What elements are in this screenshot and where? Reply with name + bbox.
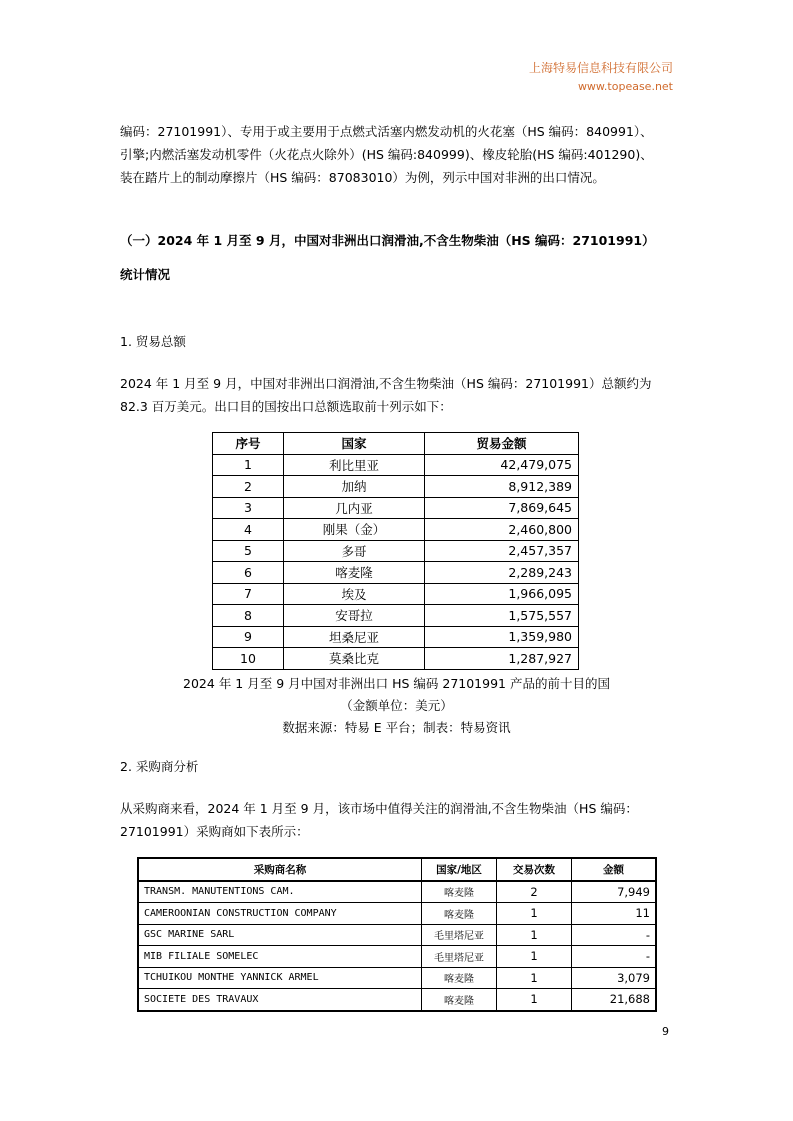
cell-region: 喀麦隆: [422, 881, 497, 903]
cell-amount: 7,949: [572, 881, 657, 903]
buyers-table: [137, 857, 657, 1012]
cell-index: 9: [213, 626, 284, 648]
cell-index: 8: [213, 605, 284, 627]
cell-index: 1: [213, 454, 284, 476]
sub1-para-line-2: 82.3 百万美元。出口目的国按出口总额选取前十列示如下：: [120, 399, 452, 414]
sub2-heading: 2. 采购商分析: [120, 759, 199, 774]
cell-region: 毛里塔尼亚: [422, 946, 497, 968]
cell-country: 埃及: [284, 583, 425, 605]
table-source-note: 数据来源：特易 E 平台；制表：特易资讯: [282, 720, 511, 735]
cell-amount: 11: [572, 903, 657, 925]
col-header-amount: 金额: [572, 858, 657, 881]
cell-index: 2: [213, 476, 284, 498]
table-unit-note: （金额单位：美元）: [340, 698, 453, 713]
table-row: [213, 648, 579, 670]
cell-amount: 1,359,980: [425, 626, 579, 648]
sub1-para-line-1: 2024 年 1 月至 9 月，中国对非洲出口润滑油,不含生物柴油（HS 编码：27101991）总额约为: [120, 376, 652, 391]
cell-index: 5: [213, 540, 284, 562]
cell-buyer: SOCIETE DES TRAVAUX: [138, 989, 422, 1011]
cell-amount: -: [572, 946, 657, 968]
cell-country: 利比里亚: [284, 454, 425, 476]
cell-index: 10: [213, 648, 284, 670]
sub2-para-line-1: 从采购商来看，2024 年 1 月至 9 月，该市场中值得关注的润滑油,不含生物柴油（HS 编码：: [120, 801, 638, 816]
table-header-row: [213, 433, 579, 455]
top10-table: [212, 432, 579, 670]
cell-index: 6: [213, 562, 284, 584]
section-title: （一）2024 年 1 月至 9 月，中国对非洲出口润滑油,不含生物柴油（HS 编码：27101991）: [120, 233, 655, 248]
header-company: 上海特易信息科技有限公司: [528, 61, 673, 75]
cell-buyer: GSC MARINE SARL: [138, 924, 422, 946]
cell-amount: 1,966,095: [425, 583, 579, 605]
cell-amount: 2,460,800: [425, 519, 579, 541]
table-row: [213, 540, 579, 562]
col-header-buyer: 采购商名称: [138, 858, 422, 881]
cell-buyer: CAMEROONIAN CONSTRUCTION COMPANY: [138, 903, 422, 925]
cell-count: 1: [497, 946, 572, 968]
cell-country: 刚果（金）: [284, 519, 425, 541]
table-row: [213, 583, 579, 605]
table-row: [138, 903, 656, 925]
col-header-count: 交易次数: [497, 858, 572, 881]
table-row: [138, 967, 656, 989]
cell-count: 1: [497, 989, 572, 1011]
cell-index: 3: [213, 497, 284, 519]
cell-count: 1: [497, 924, 572, 946]
cell-count: 1: [497, 967, 572, 989]
cell-amount: 3,079: [572, 967, 657, 989]
table-row: [213, 454, 579, 476]
cell-count: 1: [497, 903, 572, 925]
cell-amount: 8,912,389: [425, 476, 579, 498]
intro-line-1: 编码：27101991）、专用于或主要用于点燃式活塞内燃发动机的火花塞（HS 编码：840991）、: [120, 124, 653, 139]
cell-buyer: MIB FILIALE SOMELEC: [138, 946, 422, 968]
intro-line-3: 装在踏片上的制动摩擦片（HS 编码：87083010）为例，列示中国对非洲的出口情况。: [120, 170, 605, 185]
header-url[interactable]: www.topease.net: [577, 80, 673, 93]
table-row: [138, 881, 656, 903]
table-row: [138, 946, 656, 968]
col-header-country: 国家: [284, 433, 425, 455]
cell-buyer: TRANSM. MANUTENTIONS CAM.: [138, 881, 422, 903]
cell-region: 毛里塔尼亚: [422, 924, 497, 946]
table-row: [138, 924, 656, 946]
col-header-region: 国家/地区: [422, 858, 497, 881]
cell-country: 坦桑尼亚: [284, 626, 425, 648]
col-header-index: 序号: [213, 433, 284, 455]
cell-country: 莫桑比克: [284, 648, 425, 670]
cell-country: 安哥拉: [284, 605, 425, 627]
table-row: [213, 519, 579, 541]
table-header-row: [138, 858, 656, 881]
sub1-heading: 1. 贸易总额: [120, 334, 186, 349]
table-row: [213, 497, 579, 519]
intro-line-2: 引擎;内燃活塞发动机零件（火花点火除外）(HS 编码:840999)、橡皮轮胎(HS 编码:401290)、: [120, 147, 653, 162]
table-row: [213, 562, 579, 584]
table-row: [213, 626, 579, 648]
cell-country: 加纳: [284, 476, 425, 498]
cell-count: 2: [497, 881, 572, 903]
cell-country: 几内亚: [284, 497, 425, 519]
cell-region: 喀麦隆: [422, 989, 497, 1011]
cell-amount: 7,869,645: [425, 497, 579, 519]
section-title-cont: 统计情况: [120, 267, 171, 282]
cell-amount: 1,575,557: [425, 605, 579, 627]
cell-amount: 2,289,243: [425, 562, 579, 584]
cell-index: 4: [213, 519, 284, 541]
cell-amount: 2,457,357: [425, 540, 579, 562]
table-row: [213, 605, 579, 627]
cell-region: 喀麦隆: [422, 967, 497, 989]
sub2-para-line-2: 27101991）采购商如下表所示：: [120, 824, 309, 839]
table-row: [213, 476, 579, 498]
table-caption: 2024 年 1 月至 9 月中国对非洲出口 HS 编码 27101991 产品的前十目的国: [183, 676, 610, 691]
cell-region: 喀麦隆: [422, 903, 497, 925]
cell-buyer: TCHUIKOU MONTHE YANNICK ARMEL: [138, 967, 422, 989]
cell-index: 7: [213, 583, 284, 605]
cell-country: 喀麦隆: [284, 562, 425, 584]
cell-amount: -: [572, 924, 657, 946]
cell-amount: 21,688: [572, 989, 657, 1011]
page-number: 9: [662, 1025, 669, 1038]
col-header-amount: 贸易金额: [425, 433, 579, 455]
cell-country: 多哥: [284, 540, 425, 562]
cell-amount: 1,287,927: [425, 648, 579, 670]
table-row: [138, 989, 656, 1011]
cell-amount: 42,479,075: [425, 454, 579, 476]
